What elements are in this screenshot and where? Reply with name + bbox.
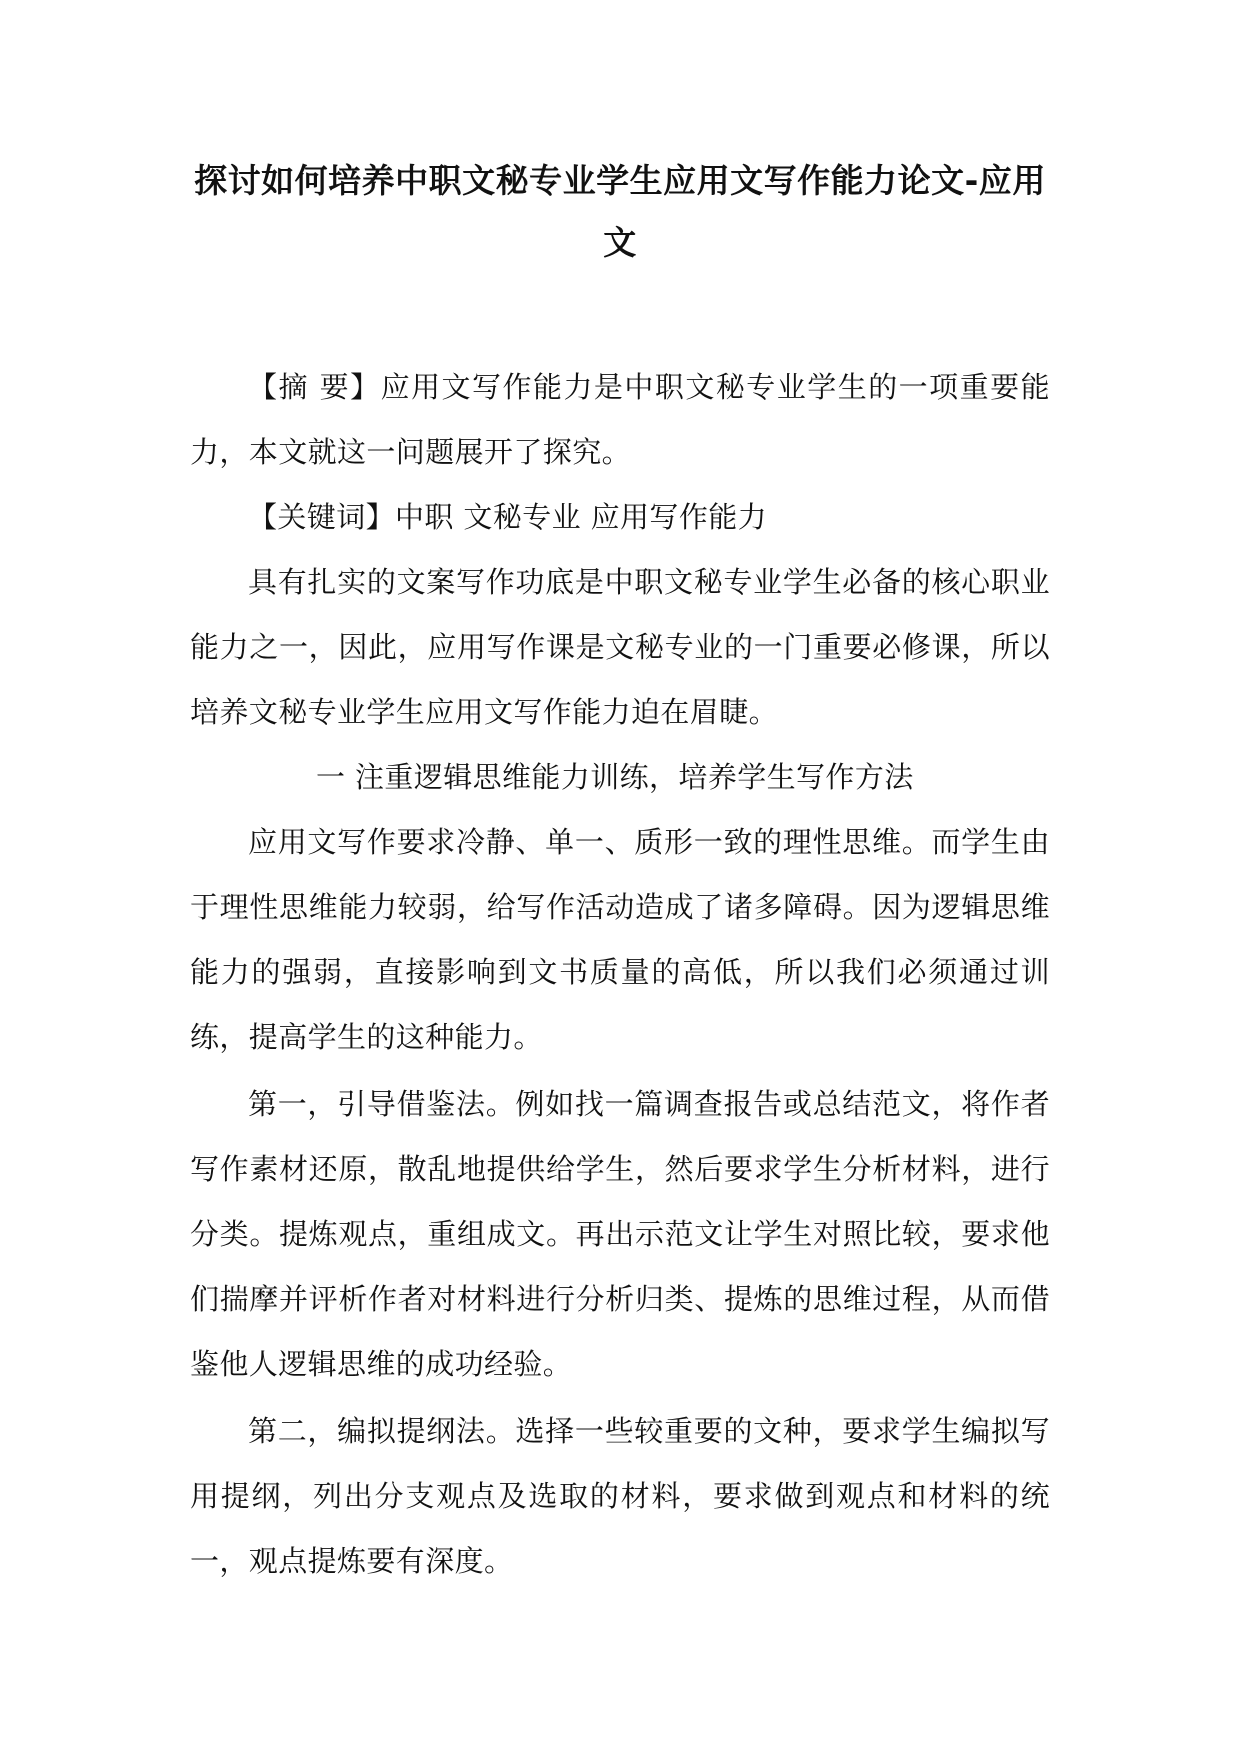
section-paragraph: 应用文写作要求冷静、单一、质形一致的理性思维。而学生由于理性思维能力较弱，给写作活动造成了诸多障碍。因为逻辑思维能力的强弱，直接影响到文书质量的高低，所以我们必须通过训练，提高学生的这种能力。 [190,825,1050,1054]
intro-paragraph: 具有扎实的文案写作功底是中职文秘专业学生必备的核心职业能力之一，因此，应用写作课是文秘专业的一门重要必修课，所以培养文秘专业学生应用文写作能力迫在眉睫。 [190,565,1050,729]
section-paragraph: 第二，编拟提纲法。选择一些较重要的文种，要求学生编拟写用提纲，列出分支观点及选取的材料，要求做到观点和材料的统一，观点提炼要有深度。 [190,1414,1050,1578]
keywords-line: 【关键词】中职 文秘专业 应用写作能力 [248,500,768,534]
abstract-paragraph: 【摘 要】应用文写作能力是中职文秘专业学生的一项重要能力，本文就这一问题展开了探究。 [190,370,1050,469]
document-body [190,355,1050,1594]
section-paragraph: 第一，引导借鉴法。例如找一篇调查报告或总结范文，将作者写作素材还原，散乱地提供给学生，然后要求学生分析材料，进行分类。提炼观点，重组成文。再出示范文让学生对照比较，要求他们揣摩并评析作者对材料进行分析归类、提炼的思维过程，从而借鉴他人逻辑思维的成功经验。 [190,1087,1050,1381]
document-title: 探讨如何培养中职文秘专业学生应用文写作能力论文-应用文 [194,161,1046,262]
section-heading: 一 注重逻辑思维能力训练，培养学生写作方法 [316,760,914,794]
